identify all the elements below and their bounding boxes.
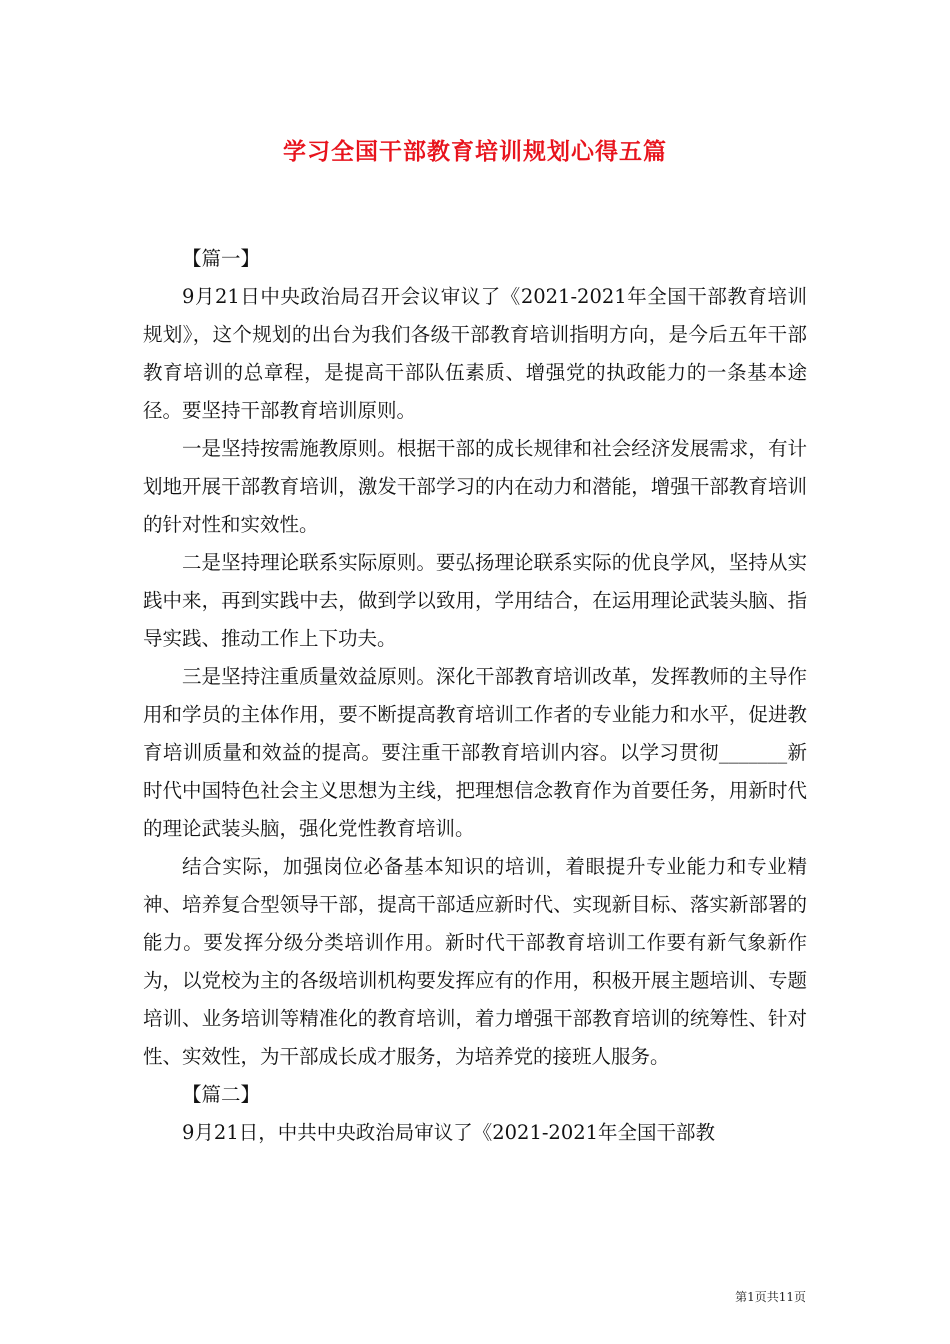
paragraph: 结合实际，加强岗位必备基本知识的培训，着眼提升专业能力和专业精神、培养复合型领导干部，提高干部适应新时代、实现新目标、落实新部署的能力。要发挥分级分类培训作用。新时代干部教育培训工作要有新气象新作为，以党校为主的各级培训机构要发挥应有的作用，积极开展主题培训、专题培训、业务培训等精准化的教育培训，着力增强干部教育培训的统筹性、针对性、实效性，为干部成长成才服务，为培养党的接班人服务。 — [143, 855, 807, 1068]
paragraph: 三是坚持注重质量效益原则。深化干部教育培训改革，发挥教师的主导作用和学员的主体作用，要不断提高教育培训工作者的专业能力和水平，促进教育培训质量和效益的提高。要注重干部教育培训内容。以学习贯彻_______新时代中国特色社会主义思想为主线，把理想信念教育作为首要任务，用新时代的理论武装头脑，强化党性教育培训。 — [143, 665, 807, 840]
page-title: 学习全国干部教育培训规划心得五篇 — [283, 138, 667, 165]
paragraph: 一是坚持按需施教原则。根据干部的成长规律和社会经济发展需求，有计划地开展干部教育培训，激发干部学习的内在动力和潜能，增强干部教育培训的针对性和实效性。 — [143, 437, 807, 536]
section-heading: 【篇一】 — [182, 247, 261, 270]
paragraph: 9月21日，中共中央政治局审议了《2021-2021年全国干部教 — [182, 1121, 716, 1144]
paragraph: 9月21日中央政治局召开会议审议了《2021-2021年全国干部教育培训规划》，这个规划的出台为我们各级干部教育培训指明方向，是今后五年干部教育培训的总章程，是提高干部队伍素质、增强党的执政能力的一条基本途径。要坚持干部教育培训原则。 — [143, 285, 807, 422]
page-number: 第1页共11页 — [735, 1290, 806, 1304]
paragraph: 二是坚持理论联系实际原则。要弘扬理论联系实际的优良学风，坚持从实践中来，再到实践中去，做到学以致用，学用结合，在运用理论武装头脑、指导实践、推动工作上下功夫。 — [143, 551, 807, 650]
section-heading: 【篇二】 — [182, 1083, 261, 1106]
document-body — [143, 240, 807, 1152]
